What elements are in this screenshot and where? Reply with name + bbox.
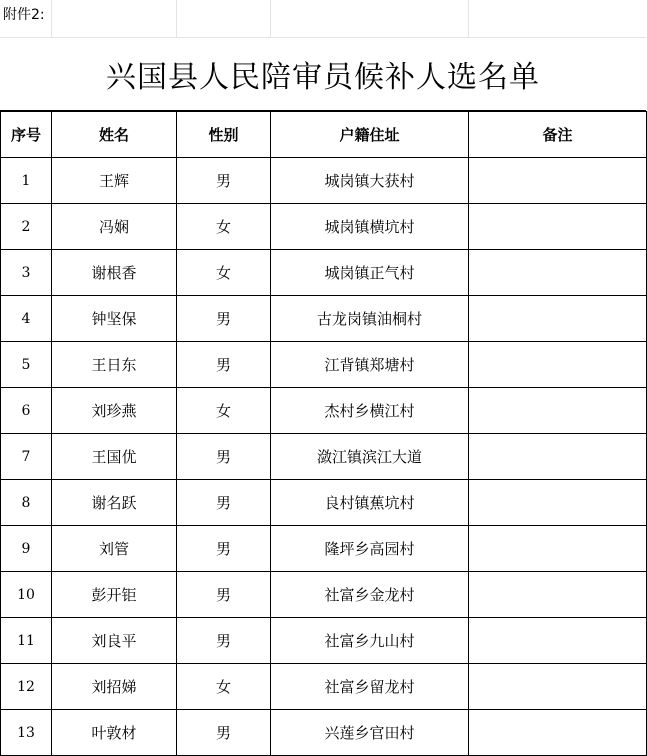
cell-address[interactable]: 江背镇郑塘村 <box>271 342 469 388</box>
roster-table <box>0 0 646 111</box>
cell-name[interactable]: 叶敦材 <box>52 710 177 756</box>
grid-body <box>1 158 647 756</box>
cell-address[interactable]: 杰村乡横江村 <box>271 388 469 434</box>
cell-remark[interactable] <box>469 342 647 388</box>
cell-gender[interactable]: 男 <box>177 342 271 388</box>
cell-remark[interactable] <box>469 572 647 618</box>
table-row <box>1 526 647 572</box>
cell-remark[interactable] <box>469 434 647 480</box>
cell-remark[interactable] <box>469 480 647 526</box>
cell-index[interactable]: 8 <box>1 480 52 526</box>
cell-index[interactable]: 2 <box>1 204 52 250</box>
table-row <box>1 434 647 480</box>
cell-index[interactable]: 3 <box>1 250 52 296</box>
cell-address[interactable]: 城岗镇横坑村 <box>271 204 469 250</box>
title-row <box>0 38 646 111</box>
cell-index[interactable]: 6 <box>1 388 52 434</box>
empty-cell[interactable] <box>176 0 270 38</box>
cell-address[interactable]: 隆坪乡高园村 <box>271 526 469 572</box>
column-header-index[interactable]: 序号 <box>1 112 52 158</box>
column-header-gender[interactable]: 性别 <box>177 112 271 158</box>
cell-name[interactable]: 刘珍燕 <box>52 388 177 434</box>
cell-name[interactable]: 彭开钜 <box>52 572 177 618</box>
cell-name[interactable]: 谢名跃 <box>52 480 177 526</box>
cell-name[interactable]: 冯娴 <box>52 204 177 250</box>
attachment-row <box>0 0 646 38</box>
cell-gender[interactable]: 男 <box>177 710 271 756</box>
header-row <box>1 112 647 158</box>
cell-remark[interactable] <box>469 710 647 756</box>
cell-name[interactable]: 刘招娣 <box>52 664 177 710</box>
cell-address[interactable]: 城岗镇正气村 <box>271 250 469 296</box>
cell-index[interactable]: 12 <box>1 664 52 710</box>
empty-cell[interactable] <box>51 0 176 38</box>
attachment-label[interactable]: 附件2: <box>0 0 51 38</box>
cell-address[interactable]: 社富乡九山村 <box>271 618 469 664</box>
cell-index[interactable]: 5 <box>1 342 52 388</box>
cell-address[interactable]: 城岗镇大获村 <box>271 158 469 204</box>
cell-gender[interactable]: 女 <box>177 204 271 250</box>
cell-name[interactable]: 刘良平 <box>52 618 177 664</box>
cell-index[interactable]: 10 <box>1 572 52 618</box>
table-row <box>1 572 647 618</box>
cell-gender[interactable]: 男 <box>177 526 271 572</box>
table-row <box>1 250 647 296</box>
cell-name[interactable]: 王国优 <box>52 434 177 480</box>
cell-index[interactable]: 4 <box>1 296 52 342</box>
cell-remark[interactable] <box>469 250 647 296</box>
cell-gender[interactable]: 男 <box>177 618 271 664</box>
cell-gender[interactable]: 女 <box>177 250 271 296</box>
empty-cell[interactable] <box>468 0 646 38</box>
column-header-remark[interactable]: 备注 <box>469 112 647 158</box>
cell-address[interactable]: 古龙岗镇油桐村 <box>271 296 469 342</box>
column-header-name[interactable]: 姓名 <box>52 112 177 158</box>
table-row <box>1 480 647 526</box>
cell-index[interactable]: 11 <box>1 618 52 664</box>
cell-address[interactable]: 兴莲乡官田村 <box>271 710 469 756</box>
cell-name[interactable]: 谢根香 <box>52 250 177 296</box>
cell-gender[interactable]: 男 <box>177 480 271 526</box>
cell-remark[interactable] <box>469 664 647 710</box>
cell-index[interactable]: 9 <box>1 526 52 572</box>
cell-gender[interactable]: 男 <box>177 572 271 618</box>
cell-remark[interactable] <box>469 204 647 250</box>
table-row <box>1 388 647 434</box>
cell-name[interactable]: 钟坚保 <box>52 296 177 342</box>
cell-index[interactable]: 7 <box>1 434 52 480</box>
cell-remark[interactable] <box>469 158 647 204</box>
table-row <box>1 296 647 342</box>
cell-remark[interactable] <box>469 296 647 342</box>
cell-address[interactable]: 社富乡留龙村 <box>271 664 469 710</box>
table-row <box>1 158 647 204</box>
table-row <box>1 204 647 250</box>
cell-remark[interactable] <box>469 526 647 572</box>
cell-gender[interactable]: 男 <box>177 158 271 204</box>
table-row <box>1 342 647 388</box>
cell-gender[interactable]: 女 <box>177 664 271 710</box>
candidate-grid <box>0 111 647 756</box>
table-row <box>1 710 647 756</box>
cell-gender[interactable]: 男 <box>177 296 271 342</box>
cell-gender[interactable]: 男 <box>177 434 271 480</box>
cell-name[interactable]: 刘管 <box>52 526 177 572</box>
cell-remark[interactable] <box>469 618 647 664</box>
cell-remark[interactable] <box>469 388 647 434</box>
cell-name[interactable]: 王日东 <box>52 342 177 388</box>
column-header-address[interactable]: 户籍住址 <box>271 112 469 158</box>
cell-index[interactable]: 1 <box>1 158 52 204</box>
empty-cell[interactable] <box>270 0 468 38</box>
cell-address[interactable]: 潋江镇滨江大道 <box>271 434 469 480</box>
cell-index[interactable]: 13 <box>1 710 52 756</box>
cell-address[interactable]: 社富乡金龙村 <box>271 572 469 618</box>
cell-gender[interactable]: 女 <box>177 388 271 434</box>
table-row <box>1 618 647 664</box>
cell-name[interactable]: 王辉 <box>52 158 177 204</box>
page-title[interactable]: 兴国县人民陪审员候补人选名单 <box>0 38 646 111</box>
table-row <box>1 664 647 710</box>
cell-address[interactable]: 良村镇蕉坑村 <box>271 480 469 526</box>
